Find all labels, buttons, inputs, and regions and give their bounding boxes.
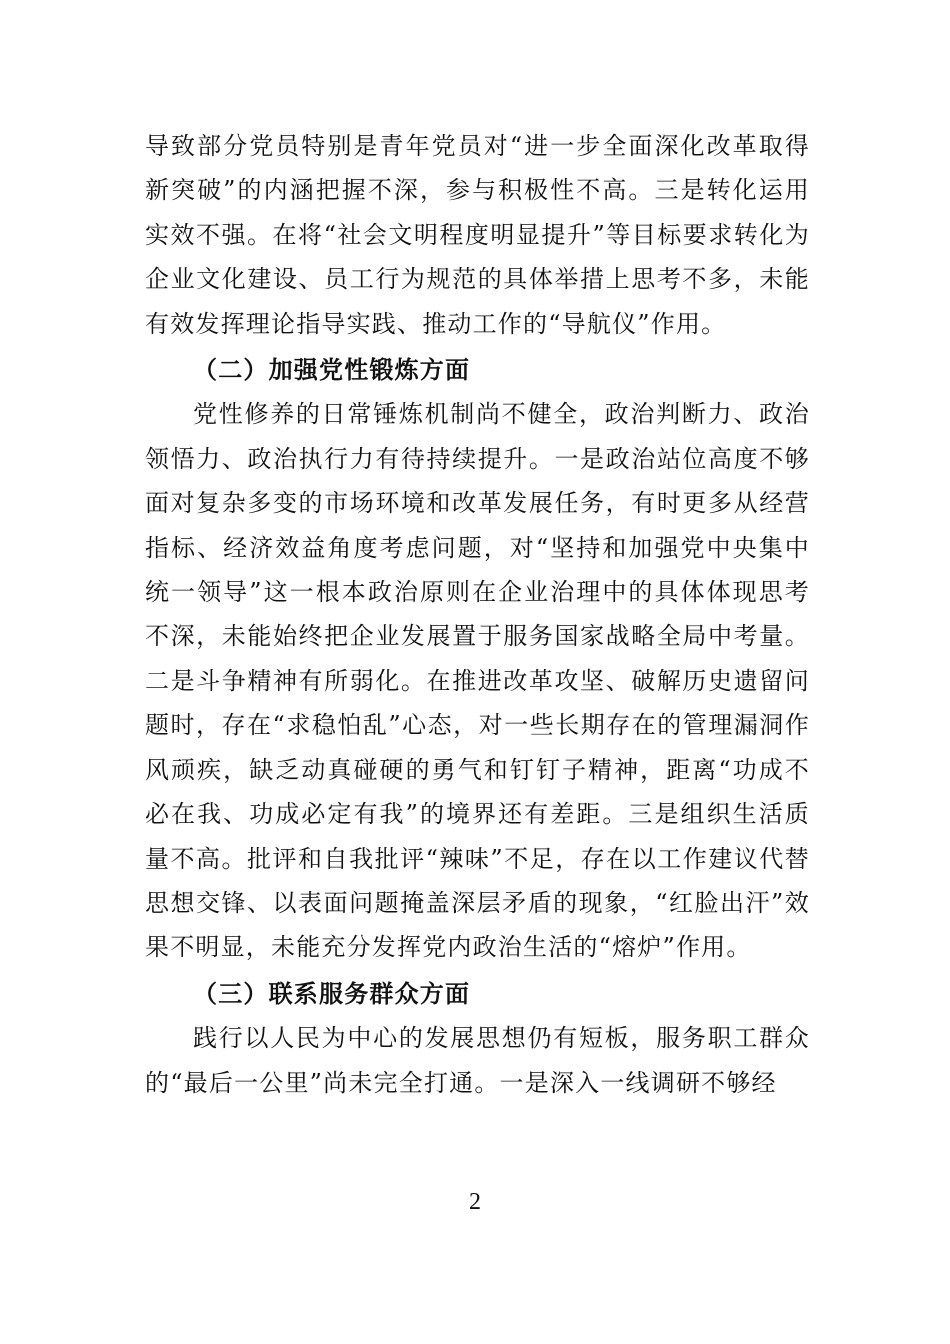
serving-masses-paragraph: 践行以人民为中心的发展思想仍有短板，服务职工群众的“最后一公里”尚未完全打通。一是深入一线调研不够经 [145, 1024, 810, 1097]
section-heading-party-spirit: （二）加强党性锻炼方面 [193, 355, 471, 385]
party-spirit-paragraph: 党性修养的日常锤炼机制尚不健全，政治判断力、政治领悟力、政治执行力有待持续提升。一是政治站位高度不够面对复杂多变的市场环境和改革发展任务，有时更多从经营指标、经济效益角度考虑问题，对“坚持和加强党中央集中统一领导”这一根本政治原则在企业治理中的具体体现思考不深，未能始终把企业发展置于服务国家战略全局中考量。二是斗争精神有所弱化。在推进改革攻坚、破解历史遗留问题时，存在“求稳怕乱”心态，对一些长期存在的管理漏洞作风顽疾，缺乏动真碰硬的勇气和钉钉子精神，距离“功成不必在我、功成必定有我”的境界还有差距。三是组织生活质量不高。批评和自我批评“辣味”不足，存在以工作建议代替思想交锋、以表面问题掩盖深层矛盾的现象，“红脸出汗”效果不明显，未能充分发挥党内政治生活的“熔炉”作用。 [145, 400, 810, 962]
document-body [145, 124, 810, 1105]
section-heading-serving-masses: （三）联系服务群众方面 [193, 978, 471, 1008]
page-number: 2 [469, 1189, 481, 1215]
continued-paragraph: 导致部分党员特别是青年党员对“进一步全面深化改革取得新突破”的内涵把握不深，参与积极性不高。三是转化运用实效不强。在将“社会文明程度明显提升”等目标要求转化为企业文化建设、员工行为规范的具体举措上思考不多，未能有效发挥理论指导实践、推动工作的“导航仪”作用。 [145, 132, 810, 338]
